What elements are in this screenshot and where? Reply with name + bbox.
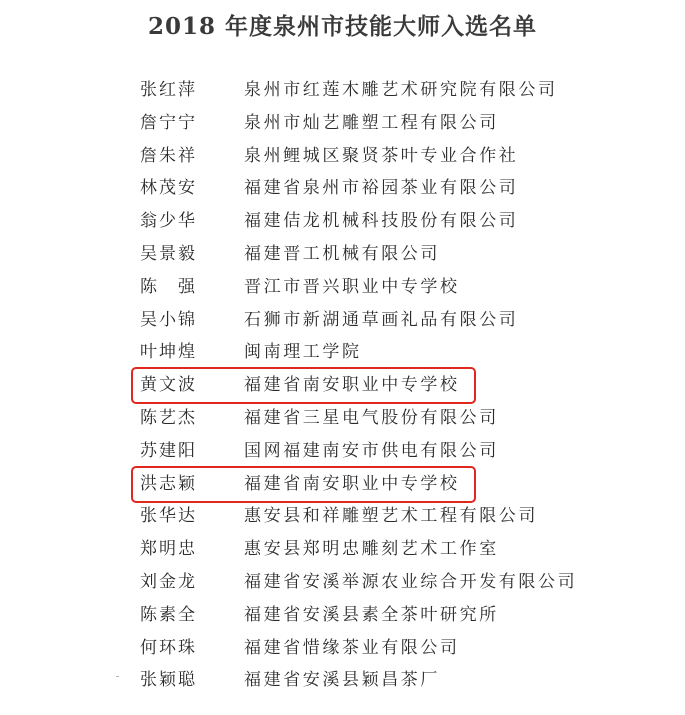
roster-row — [0, 599, 685, 632]
person-name: 张华达 — [140, 506, 197, 527]
roster-row — [0, 369, 685, 402]
roster-row — [0, 172, 685, 205]
roster-list — [0, 74, 685, 697]
person-name: 詹朱祥 — [140, 145, 197, 166]
employer-unit: 晋江市晋兴职业中专学校 — [244, 276, 460, 297]
person-name: 黄文波 — [140, 375, 197, 396]
person-name: 刘金龙 — [140, 571, 197, 592]
roster-row — [0, 500, 685, 533]
person-name: 陈素全 — [140, 604, 197, 625]
employer-unit: 福建省安溪县颖昌茶厂 — [244, 670, 440, 691]
page-title: 2018 年度泉州市技能大师入选名单 — [147, 13, 538, 40]
employer-unit: 泉州市红莲木雕艺术研究院有限公司 — [244, 80, 558, 100]
employer-unit: 福建省南安职业中专学校 — [244, 375, 460, 396]
employer-unit: 福建省泉州市裕园茶业有限公司 — [244, 178, 519, 199]
roster-row — [0, 664, 685, 697]
roster-row — [0, 402, 685, 435]
person-name: 苏建阳 — [140, 440, 197, 461]
employer-unit: 福建省安溪县素全茶叶研究所 — [244, 604, 499, 625]
employer-unit: 惠安县郑明忠雕刻艺术工作室 — [244, 539, 499, 560]
roster-row — [0, 533, 685, 566]
person-name: 洪志颖 — [140, 473, 197, 494]
roster-row — [0, 271, 685, 304]
person-name: 郑明忠 — [140, 539, 197, 560]
employer-unit: 福建省三星电气股份有限公司 — [244, 407, 499, 428]
roster-row — [0, 468, 685, 501]
roster-row — [0, 435, 685, 468]
employer-unit: 石狮市新湖通草画礼品有限公司 — [244, 309, 519, 330]
person-name: 叶坤煌 — [140, 342, 197, 363]
person-name: 吴景毅 — [140, 243, 197, 264]
employer-unit: 泉州鲤城区聚贤茶叶专业合作社 — [244, 145, 519, 166]
employer-unit: 泉州市灿艺雕塑工程有限公司 — [244, 112, 499, 133]
person-name: 吴小锦 — [140, 309, 197, 330]
roster-row — [0, 632, 685, 665]
roster-row — [0, 336, 685, 369]
person-name: 翁少华 — [140, 211, 197, 232]
person-name: 何环珠 — [140, 637, 197, 658]
person-name: 张红萍 — [140, 80, 197, 100]
employer-unit: 闽南理工学院 — [244, 342, 362, 363]
person-name: 陈 强 — [140, 276, 197, 297]
employer-unit: 福建晋工机械有限公司 — [244, 243, 440, 264]
roster-row — [0, 304, 685, 337]
roster-row — [0, 238, 685, 271]
employer-unit: 福建省惜缘茶业有限公司 — [244, 637, 460, 658]
employer-unit: 福建省安溪举源农业综合开发有限公司 — [244, 571, 578, 592]
employer-unit: 福建佶龙机械科技股份有限公司 — [244, 211, 519, 232]
employer-unit: 惠安县和祥雕塑艺术工程有限公司 — [244, 506, 538, 527]
person-name: 詹宁宁 — [140, 112, 197, 133]
person-name: 陈艺杰 — [140, 407, 197, 428]
person-name: 林茂安 — [140, 178, 197, 199]
employer-unit: 福建省南安职业中专学校 — [244, 473, 460, 494]
roster-row — [0, 74, 685, 107]
roster-row — [0, 107, 685, 140]
roster-row — [0, 140, 685, 173]
roster-row — [0, 205, 685, 238]
employer-unit: 国网福建南安市供电有限公司 — [244, 440, 499, 461]
person-name: 张颖聪 — [140, 670, 197, 691]
roster-row — [0, 566, 685, 599]
scan-mark — [116, 676, 119, 677]
